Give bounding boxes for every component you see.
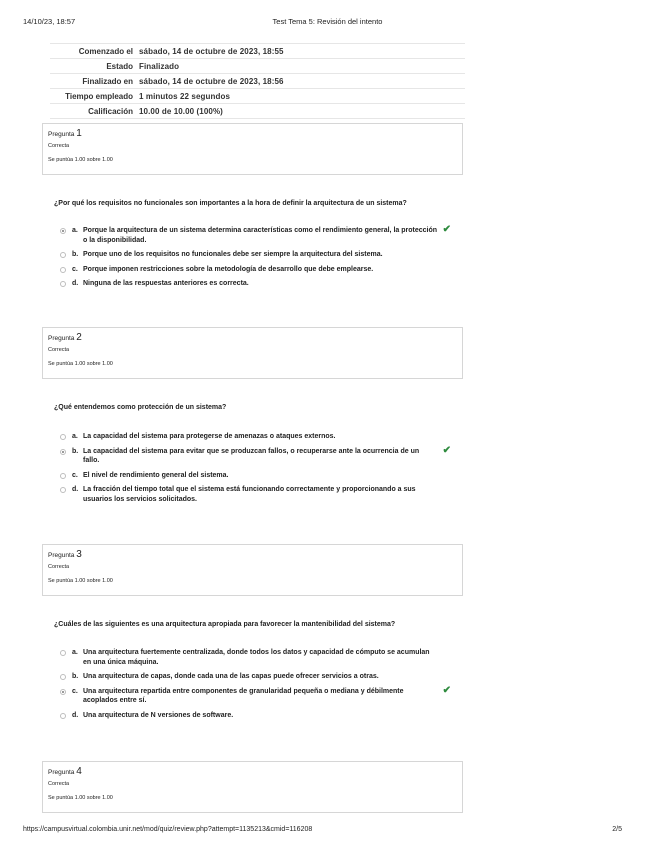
answer-text: Una arquitectura de N versiones de software. [83,711,234,719]
summary-value: 10.00 de 10.00 (100%) [136,104,465,119]
correct-check-icon: ✔ [442,224,451,235]
answer-letter: d. [72,280,79,287]
radio-icon[interactable] [60,674,66,680]
summary-label: Comenzado el [50,44,136,59]
radio-icon[interactable] [60,487,66,493]
answer-text: El nivel de rendimiento general del sistema. [83,471,229,479]
answer-letter: c. [72,265,78,273]
summary-label: Estado [50,59,136,74]
question-grade: Se puntúa 1.00 sobre 1.00 [48,795,113,801]
radio-icon[interactable] [60,713,66,719]
answer-option[interactable] [60,711,455,721]
answer-text: Porque uno de los requisitos no funcionales debe ser siempre la arquitectura del sistema. [83,251,383,258]
footer-url: https://campusvirtual.colombia.unir.net/mod/quiz/review.php?attempt=1135213&cmid=116208 [23,826,313,833]
question-grade: Se puntúa 1.00 sobre 1.00 [48,361,113,367]
answer-list-3 [60,648,455,725]
correct-check-icon: ✔ [442,444,451,456]
question-info-box-3 [42,544,463,596]
answer-option[interactable] [60,250,455,260]
question-state: Correcta [48,564,70,570]
page-title: Test Tema 5: Revisión del intento [272,17,383,26]
summary-value: sábado, 14 de octubre de 2023, 18:55 [136,44,465,59]
answer-text: La capacidad del sistema para protegerse de amenazas o ataques externos. [83,433,336,440]
summary-value: 1 minutos 22 segundos [136,89,465,104]
question-number: Pregunta 3 [48,549,82,560]
answer-text: Porque la arquitectura de un sistema determina características como el rendimiento general, la protección o la disponibilidad. [83,227,438,244]
answer-letter: a. [72,649,78,656]
radio-icon[interactable] [60,650,66,656]
question-text-2: ¿Qué entendemos como protección de un sistema? [54,404,227,411]
summary-label: Tiempo empleado [50,89,136,104]
answer-option[interactable] [60,672,455,682]
attempt-summary-table [50,43,465,119]
summary-value: Finalizado [136,59,465,74]
page-number: 2/5 [612,826,622,833]
correct-check-icon: ✔ [442,684,451,696]
question-state: Correcta [48,347,70,353]
question-number: Pregunta 2 [48,332,82,343]
summary-value: sábado, 14 de octubre de 2023, 18:56 [136,74,465,89]
print-timestamp: 14/10/23, 18:57 [23,17,76,26]
answer-list-1 [60,226,455,294]
answer-option[interactable] [60,265,455,275]
answer-text: La fracción del tiempo total que el sistema está funcionando correctamente y proporcionando a sus usuarios los servicios solicitados. [83,486,416,503]
answer-letter: c. [72,687,78,695]
answer-letter: a. [72,227,78,234]
question-number: Pregunta 4 [48,766,82,777]
question-text-3: ¿Cuáles de las siguientes es una arquitectura apropiada para favorecer la mantenibilidad del sistema? [54,621,396,628]
answer-option[interactable] [60,648,455,667]
radio-icon[interactable] [60,252,66,258]
answer-text: Una arquitectura de capas, donde cada una de las capas puede ofrecer servicios a otras. [83,673,379,680]
answer-option[interactable] [60,444,455,466]
answer-letter: b. [72,447,79,455]
answer-letter: d. [72,711,79,719]
radio-selected-icon[interactable] [60,228,66,234]
radio-icon[interactable] [60,473,66,479]
answer-option[interactable] [60,226,455,245]
answer-text: Una arquitectura repartida entre componentes de granularidad pequeña o mediana y débilmente acoplados entre sí. [83,687,404,704]
answer-option[interactable] [60,485,455,504]
answer-letter: b. [72,251,79,258]
answer-letter: d. [72,486,79,493]
summary-row-state [50,59,465,74]
summary-label: Finalizado en [50,74,136,89]
question-info-box-2 [42,327,463,379]
answer-text: Porque imponen restricciones sobre la metodología de desarrollo que debe emplearse. [83,265,374,273]
answer-option[interactable] [60,471,455,481]
question-state: Correcta [48,781,70,787]
radio-icon[interactable] [60,267,66,273]
question-info-box-4 [42,761,463,813]
summary-label: Calificación [50,104,136,119]
answer-letter: c. [72,471,78,479]
summary-row-finished [50,74,465,89]
answer-option[interactable] [60,684,455,706]
summary-row-grade [50,104,465,119]
question-state: Correcta [48,143,70,149]
answer-list-2 [60,432,455,509]
answer-text: Una arquitectura fuertemente centralizada, donde todos los datos y capacidad de cómputo se acumulan en una única máquina. [83,649,430,666]
question-grade: Se puntúa 1.00 sobre 1.00 [48,157,113,163]
radio-icon[interactable] [60,281,66,287]
radio-selected-icon[interactable] [60,449,66,455]
question-text-1: ¿Por qué los requisitos no funcionales son importantes a la hora de definir la arquitectura de un sistema? [54,200,407,207]
answer-letter: b. [72,673,79,680]
question-info-box-1 [42,123,463,175]
answer-text: Ninguna de las respuestas anteriores es correcta. [83,280,249,287]
summary-row-time-taken [50,89,465,104]
question-number: Pregunta 1 [48,128,82,139]
answer-option[interactable] [60,432,455,442]
answer-text: La capacidad del sistema para evitar que se produzcan fallos, o recuperarse ante la ocurrencia de un fallo. [83,447,420,464]
answer-letter: a. [72,433,78,440]
radio-selected-icon[interactable] [60,689,66,695]
answer-option[interactable] [60,279,455,289]
radio-icon[interactable] [60,434,66,440]
summary-row-started [50,44,465,59]
question-grade: Se puntúa 1.00 sobre 1.00 [48,578,113,584]
